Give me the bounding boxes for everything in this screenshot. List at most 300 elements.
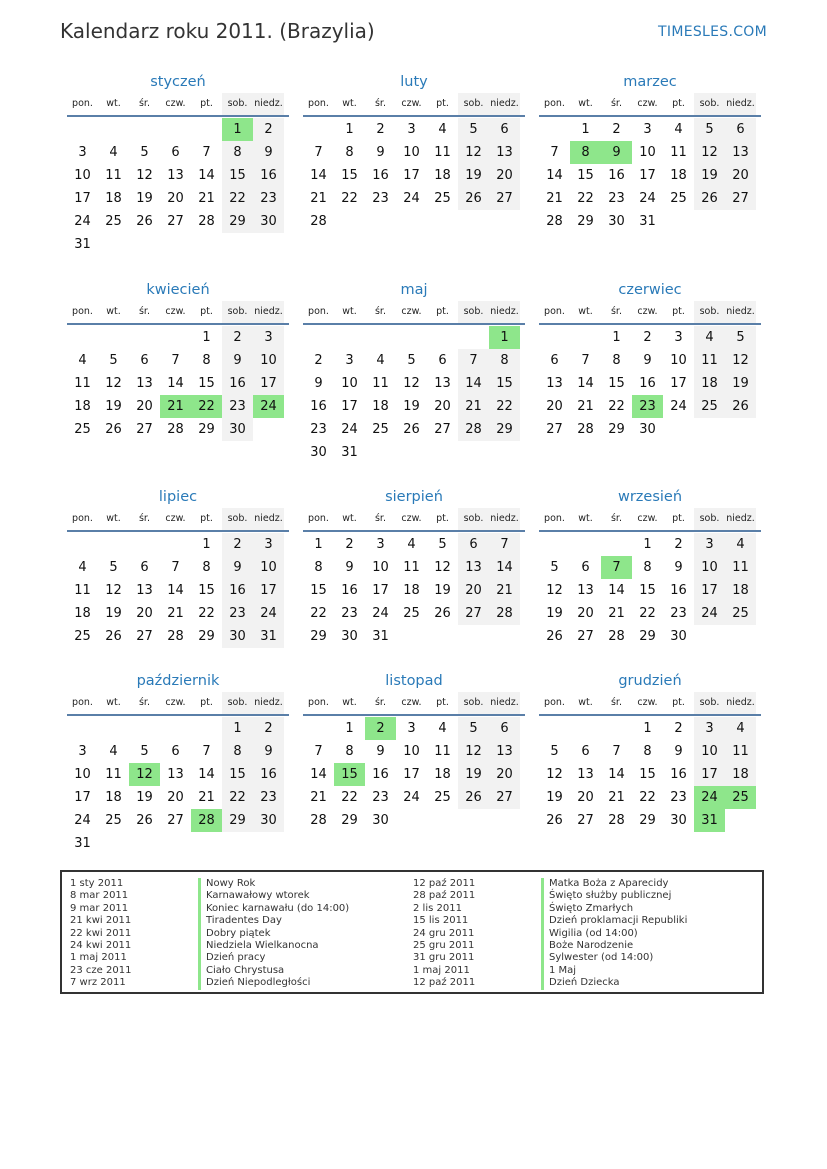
day-grid bbox=[539, 117, 761, 233]
empty-cell bbox=[725, 418, 756, 441]
weekday-label: niedz. bbox=[725, 692, 756, 714]
legend-holiday-name: Dzień pracy bbox=[198, 952, 265, 964]
day-cell: 2 bbox=[376, 122, 385, 137]
day-cell: 18 bbox=[403, 583, 420, 598]
day-cell: 14 bbox=[198, 168, 215, 183]
day-cell: 15 bbox=[310, 583, 327, 598]
day-cell: 13 bbox=[136, 376, 153, 391]
day-cell: 25 bbox=[725, 602, 756, 625]
month-block bbox=[67, 279, 289, 441]
day-cell: 12 bbox=[105, 376, 122, 391]
empty-cell bbox=[253, 233, 284, 256]
day-cell: 21 bbox=[608, 606, 625, 621]
day-cell: 21 bbox=[167, 606, 184, 621]
day-cell: 3 bbox=[407, 122, 416, 137]
day-cell: 17 bbox=[74, 790, 91, 805]
day-cell: 13 bbox=[546, 376, 563, 391]
holiday-day-cell: 22 bbox=[191, 395, 222, 418]
day-cell: 24 bbox=[639, 191, 656, 206]
legend-date: 9 mar 2011 bbox=[70, 902, 129, 914]
day-cell: 6 bbox=[581, 744, 590, 759]
day-cell: 17 bbox=[372, 583, 389, 598]
legend-date: 25 gru 2011 bbox=[413, 940, 475, 951]
day-cell: 28 bbox=[608, 629, 625, 644]
day-cell: 4 bbox=[438, 721, 447, 736]
weekday-label: pon. bbox=[544, 306, 565, 317]
day-cell: 27 bbox=[167, 813, 184, 828]
legend-holiday-name: Święto służby publicznej bbox=[541, 890, 671, 902]
empty-cell bbox=[458, 625, 489, 648]
empty-cell bbox=[396, 625, 427, 648]
day-cell: 8 bbox=[345, 744, 354, 759]
empty-cell bbox=[160, 832, 191, 855]
empty-cell bbox=[303, 326, 334, 349]
empty-cell bbox=[365, 326, 396, 349]
day-cell: 1 bbox=[643, 537, 652, 552]
day-cell: 29 bbox=[198, 422, 215, 437]
page-title: Kalendarz roku 2011. (Brazylia) bbox=[60, 19, 375, 43]
day-cell: 21 bbox=[489, 579, 520, 602]
day-cell: 10 bbox=[403, 145, 420, 160]
day-cell: 21 bbox=[608, 790, 625, 805]
weekday-label: pon. bbox=[72, 697, 93, 708]
weekday-label: wt. bbox=[578, 306, 593, 317]
day-cell: 8 bbox=[314, 560, 323, 575]
day-cell: 1 bbox=[202, 537, 211, 552]
empty-cell bbox=[365, 210, 396, 233]
weekday-label: wt. bbox=[106, 513, 121, 524]
weekday-label: pt. bbox=[200, 513, 213, 524]
day-cell: 13 bbox=[489, 141, 520, 164]
weekday-label: niedz. bbox=[489, 301, 520, 323]
weekday-label: pt. bbox=[200, 697, 213, 708]
weekday-label: sob. bbox=[694, 508, 725, 530]
day-cell: 8 bbox=[643, 744, 652, 759]
day-cell: 22 bbox=[489, 395, 520, 418]
weekday-label: śr. bbox=[374, 306, 386, 317]
day-cell: 24 bbox=[694, 602, 725, 625]
day-cell: 1 bbox=[581, 122, 590, 137]
day-cell: 20 bbox=[167, 790, 184, 805]
day-cell: 14 bbox=[489, 556, 520, 579]
day-cell: 16 bbox=[670, 583, 687, 598]
day-cell: 31 bbox=[253, 625, 284, 648]
day-cell: 12 bbox=[694, 141, 725, 164]
holiday-day-cell: 12 bbox=[129, 763, 160, 786]
weekday-label: sob. bbox=[222, 692, 253, 714]
month-block bbox=[539, 670, 761, 832]
day-cell: 1 bbox=[202, 330, 211, 345]
day-cell: 4 bbox=[376, 353, 385, 368]
empty-cell bbox=[458, 326, 489, 349]
day-cell: 1 bbox=[222, 717, 253, 740]
day-cell: 8 bbox=[222, 740, 253, 763]
day-cell: 2 bbox=[612, 122, 621, 137]
day-cell: 9 bbox=[222, 349, 253, 372]
weekday-label: niedz. bbox=[725, 508, 756, 530]
weekday-label: sob. bbox=[694, 301, 725, 323]
day-cell: 27 bbox=[434, 422, 451, 437]
day-cell: 28 bbox=[458, 418, 489, 441]
day-cell: 16 bbox=[608, 168, 625, 183]
day-cell: 10 bbox=[253, 349, 284, 372]
weekday-label: wt. bbox=[342, 306, 357, 317]
day-cell: 22 bbox=[341, 790, 358, 805]
legend-date: 24 kwi 2011 bbox=[70, 940, 132, 951]
weekday-label: pon. bbox=[544, 98, 565, 109]
day-cell: 6 bbox=[489, 717, 520, 740]
empty-cell bbox=[539, 533, 570, 556]
day-cell: 20 bbox=[725, 164, 756, 187]
day-cell: 4 bbox=[78, 560, 87, 575]
day-cell: 2 bbox=[253, 118, 284, 141]
day-cell: 23 bbox=[372, 191, 389, 206]
empty-cell bbox=[458, 210, 489, 233]
day-cell: 28 bbox=[577, 422, 594, 437]
day-cell: 20 bbox=[434, 399, 451, 414]
day-cell: 6 bbox=[438, 353, 447, 368]
day-cell: 19 bbox=[458, 164, 489, 187]
day-cell: 1 bbox=[345, 122, 354, 137]
day-cell: 19 bbox=[546, 790, 563, 805]
month-block bbox=[67, 670, 289, 855]
day-cell: 23 bbox=[341, 606, 358, 621]
legend-date: 22 kwi 2011 bbox=[70, 927, 132, 939]
day-cell: 6 bbox=[489, 118, 520, 141]
day-cell: 20 bbox=[577, 790, 594, 805]
day-cell: 27 bbox=[577, 629, 594, 644]
empty-cell bbox=[539, 717, 570, 740]
day-cell: 30 bbox=[670, 629, 687, 644]
legend-date: 1 maj 2011 bbox=[413, 964, 470, 976]
day-cell: 27 bbox=[458, 602, 489, 625]
day-cell: 3 bbox=[253, 533, 284, 556]
day-cell: 10 bbox=[372, 560, 389, 575]
day-cell: 11 bbox=[372, 376, 389, 391]
day-cell: 3 bbox=[694, 717, 725, 740]
day-cell: 27 bbox=[546, 422, 563, 437]
month-name: sierpień bbox=[385, 489, 443, 505]
weekday-label: czw. bbox=[401, 697, 422, 708]
day-grid bbox=[67, 117, 289, 256]
day-cell: 3 bbox=[694, 533, 725, 556]
weekday-label: niedz. bbox=[725, 301, 756, 323]
weekday-label: sob. bbox=[458, 301, 489, 323]
day-cell: 2 bbox=[643, 330, 652, 345]
day-cell: 10 bbox=[253, 556, 284, 579]
empty-cell bbox=[694, 625, 725, 648]
weekday-label: pt. bbox=[436, 513, 449, 524]
day-cell: 31 bbox=[372, 629, 389, 644]
day-cell: 22 bbox=[577, 191, 594, 206]
weekday-label: śr. bbox=[610, 306, 622, 317]
day-cell: 14 bbox=[608, 583, 625, 598]
weekday-header bbox=[303, 301, 525, 325]
empty-cell bbox=[570, 326, 601, 349]
empty-cell bbox=[427, 441, 458, 464]
day-cell: 13 bbox=[577, 767, 594, 782]
day-cell: 13 bbox=[725, 141, 756, 164]
day-cell: 7 bbox=[202, 145, 211, 160]
weekday-label: czw. bbox=[637, 98, 658, 109]
weekday-label: czw. bbox=[637, 697, 658, 708]
day-cell: 29 bbox=[222, 809, 253, 832]
day-cell: 1 bbox=[345, 721, 354, 736]
legend-holiday-name: 1 Maj bbox=[541, 965, 576, 977]
day-cell: 7 bbox=[612, 744, 621, 759]
day-cell: 23 bbox=[222, 602, 253, 625]
day-cell: 22 bbox=[198, 606, 215, 621]
empty-cell bbox=[539, 118, 570, 141]
day-cell: 27 bbox=[577, 813, 594, 828]
day-cell: 18 bbox=[725, 763, 756, 786]
day-grid bbox=[303, 325, 525, 464]
day-cell: 20 bbox=[546, 399, 563, 414]
day-cell: 9 bbox=[222, 556, 253, 579]
day-cell: 3 bbox=[78, 744, 87, 759]
empty-cell bbox=[725, 210, 756, 233]
weekday-label: wt. bbox=[342, 697, 357, 708]
day-cell: 9 bbox=[253, 740, 284, 763]
day-cell: 11 bbox=[105, 168, 122, 183]
day-cell: 26 bbox=[458, 786, 489, 809]
weekday-label: czw. bbox=[165, 513, 186, 524]
day-cell: 28 bbox=[489, 602, 520, 625]
day-cell: 2 bbox=[314, 353, 323, 368]
empty-cell bbox=[458, 441, 489, 464]
day-cell: 31 bbox=[341, 445, 358, 460]
day-cell: 23 bbox=[372, 790, 389, 805]
legend-date: 7 wrz 2011 bbox=[70, 977, 126, 989]
legend-holiday-name: Dzień Dziecka bbox=[541, 977, 620, 989]
day-cell: 4 bbox=[694, 326, 725, 349]
month-block bbox=[303, 71, 525, 233]
month-name: grudzień bbox=[618, 673, 682, 689]
day-cell: 25 bbox=[403, 606, 420, 621]
day-cell: 17 bbox=[74, 191, 91, 206]
day-cell: 12 bbox=[434, 560, 451, 575]
weekday-label: wt. bbox=[342, 98, 357, 109]
day-cell: 26 bbox=[434, 606, 451, 621]
day-cell: 30 bbox=[253, 210, 284, 233]
weekday-label: pt. bbox=[672, 513, 685, 524]
weekday-label: śr. bbox=[138, 306, 150, 317]
weekday-label: wt. bbox=[106, 98, 121, 109]
day-cell: 6 bbox=[725, 118, 756, 141]
day-cell: 7 bbox=[171, 560, 180, 575]
day-cell: 13 bbox=[167, 767, 184, 782]
weekday-label: śr. bbox=[610, 513, 622, 524]
day-cell: 6 bbox=[581, 560, 590, 575]
weekday-label: wt. bbox=[578, 98, 593, 109]
day-cell: 30 bbox=[372, 813, 389, 828]
day-cell: 19 bbox=[694, 164, 725, 187]
holiday-day-cell: 25 bbox=[725, 786, 756, 809]
day-cell: 26 bbox=[105, 629, 122, 644]
empty-cell bbox=[253, 418, 284, 441]
weekday-label: pt. bbox=[436, 306, 449, 317]
day-cell: 7 bbox=[202, 744, 211, 759]
day-cell: 22 bbox=[222, 786, 253, 809]
empty-cell bbox=[222, 233, 253, 256]
weekday-label: czw. bbox=[401, 98, 422, 109]
day-cell: 26 bbox=[725, 395, 756, 418]
empty-cell bbox=[222, 832, 253, 855]
empty-cell bbox=[129, 533, 160, 556]
day-cell: 1 bbox=[612, 330, 621, 345]
day-cell: 18 bbox=[694, 372, 725, 395]
weekday-label: pt. bbox=[200, 98, 213, 109]
day-cell: 16 bbox=[253, 763, 284, 786]
weekday-header bbox=[67, 508, 289, 532]
day-cell: 14 bbox=[310, 168, 327, 183]
weekday-label: pt. bbox=[200, 306, 213, 317]
day-cell: 16 bbox=[253, 164, 284, 187]
empty-cell bbox=[303, 118, 334, 141]
brand-logo[interactable]: TIMESLES.COM bbox=[658, 24, 767, 40]
day-cell: 25 bbox=[74, 629, 91, 644]
weekday-label: pt. bbox=[672, 306, 685, 317]
holiday-day-cell: 28 bbox=[191, 809, 222, 832]
day-cell: 5 bbox=[694, 118, 725, 141]
empty-cell bbox=[725, 625, 756, 648]
day-cell: 9 bbox=[314, 376, 323, 391]
day-cell: 18 bbox=[725, 579, 756, 602]
day-cell: 23 bbox=[608, 191, 625, 206]
day-cell: 12 bbox=[546, 583, 563, 598]
empty-cell bbox=[539, 326, 570, 349]
day-cell: 13 bbox=[136, 583, 153, 598]
weekday-label: śr. bbox=[138, 98, 150, 109]
legend-holiday-name: Święto Zmarłych bbox=[541, 903, 633, 915]
weekday-label: niedz. bbox=[253, 692, 284, 714]
empty-cell bbox=[601, 533, 632, 556]
day-cell: 18 bbox=[434, 767, 451, 782]
day-cell: 19 bbox=[458, 763, 489, 786]
day-cell: 4 bbox=[674, 122, 683, 137]
day-cell: 20 bbox=[458, 579, 489, 602]
day-cell: 8 bbox=[643, 560, 652, 575]
empty-cell bbox=[98, 233, 129, 256]
empty-cell bbox=[98, 832, 129, 855]
day-cell: 29 bbox=[222, 210, 253, 233]
day-cell: 21 bbox=[577, 399, 594, 414]
day-cell: 17 bbox=[694, 579, 725, 602]
day-cell: 18 bbox=[105, 191, 122, 206]
weekday-label: czw. bbox=[401, 513, 422, 524]
empty-cell bbox=[98, 533, 129, 556]
day-cell: 15 bbox=[489, 372, 520, 395]
day-cell: 3 bbox=[407, 721, 416, 736]
empty-cell bbox=[489, 809, 520, 832]
weekday-header bbox=[67, 301, 289, 325]
day-cell: 15 bbox=[198, 583, 215, 598]
empty-cell bbox=[365, 441, 396, 464]
day-cell: 11 bbox=[725, 740, 756, 763]
day-cell: 15 bbox=[222, 763, 253, 786]
day-cell: 18 bbox=[670, 168, 687, 183]
day-cell: 10 bbox=[694, 556, 725, 579]
weekday-label: śr. bbox=[374, 513, 386, 524]
weekday-label: niedz. bbox=[725, 93, 756, 115]
weekday-label: pt. bbox=[672, 697, 685, 708]
day-cell: 5 bbox=[140, 744, 149, 759]
day-cell: 30 bbox=[670, 813, 687, 828]
day-cell: 8 bbox=[202, 560, 211, 575]
day-cell: 29 bbox=[341, 813, 358, 828]
day-cell: 5 bbox=[458, 717, 489, 740]
weekday-header bbox=[303, 508, 525, 532]
day-cell: 3 bbox=[674, 330, 683, 345]
legend-date: 31 gru 2011 bbox=[413, 952, 475, 964]
empty-cell bbox=[725, 809, 756, 832]
day-cell: 22 bbox=[608, 399, 625, 414]
month-block bbox=[67, 71, 289, 256]
weekday-label: niedz. bbox=[489, 692, 520, 714]
weekday-label: sob. bbox=[458, 508, 489, 530]
day-cell: 3 bbox=[78, 145, 87, 160]
weekday-label: pon. bbox=[544, 513, 565, 524]
day-cell: 29 bbox=[198, 629, 215, 644]
day-cell: 13 bbox=[577, 583, 594, 598]
empty-cell bbox=[129, 832, 160, 855]
empty-cell bbox=[160, 533, 191, 556]
day-cell: 4 bbox=[438, 122, 447, 137]
day-cell: 12 bbox=[136, 168, 153, 183]
month-block bbox=[67, 486, 289, 648]
weekday-label: pon. bbox=[544, 697, 565, 708]
empty-cell bbox=[334, 326, 365, 349]
day-cell: 7 bbox=[550, 145, 559, 160]
day-grid bbox=[539, 325, 761, 441]
empty-cell bbox=[458, 809, 489, 832]
weekday-label: pon. bbox=[72, 513, 93, 524]
day-cell: 6 bbox=[171, 744, 180, 759]
day-cell: 25 bbox=[670, 191, 687, 206]
day-grid bbox=[303, 532, 525, 648]
day-cell: 7 bbox=[581, 353, 590, 368]
day-cell: 27 bbox=[489, 187, 520, 210]
day-cell: 24 bbox=[403, 191, 420, 206]
month-name: kwiecień bbox=[146, 282, 210, 298]
legend-holiday-name: Koniec karnawału (do 14:00) bbox=[198, 903, 349, 915]
month-name: wrzesień bbox=[617, 489, 683, 505]
month-name: październik bbox=[136, 673, 220, 689]
weekday-label: sob. bbox=[694, 692, 725, 714]
day-cell: 19 bbox=[105, 606, 122, 621]
empty-cell bbox=[694, 418, 725, 441]
day-cell: 12 bbox=[403, 376, 420, 391]
legend-holiday-name: Karnawałowy wtorek bbox=[198, 890, 310, 902]
day-cell: 20 bbox=[136, 606, 153, 621]
weekday-label: pon. bbox=[72, 98, 93, 109]
legend-date: 28 paź 2011 bbox=[413, 890, 476, 902]
empty-cell bbox=[160, 326, 191, 349]
day-cell: 21 bbox=[546, 191, 563, 206]
day-cell: 7 bbox=[314, 145, 323, 160]
day-cell: 13 bbox=[489, 740, 520, 763]
month-block bbox=[303, 670, 525, 832]
weekday-label: czw. bbox=[165, 697, 186, 708]
day-cell: 30 bbox=[253, 809, 284, 832]
day-cell: 2 bbox=[222, 533, 253, 556]
day-cell: 30 bbox=[222, 625, 253, 648]
empty-cell bbox=[303, 717, 334, 740]
day-cell: 7 bbox=[489, 533, 520, 556]
day-cell: 7 bbox=[458, 349, 489, 372]
empty-cell bbox=[663, 418, 694, 441]
day-cell: 9 bbox=[253, 141, 284, 164]
